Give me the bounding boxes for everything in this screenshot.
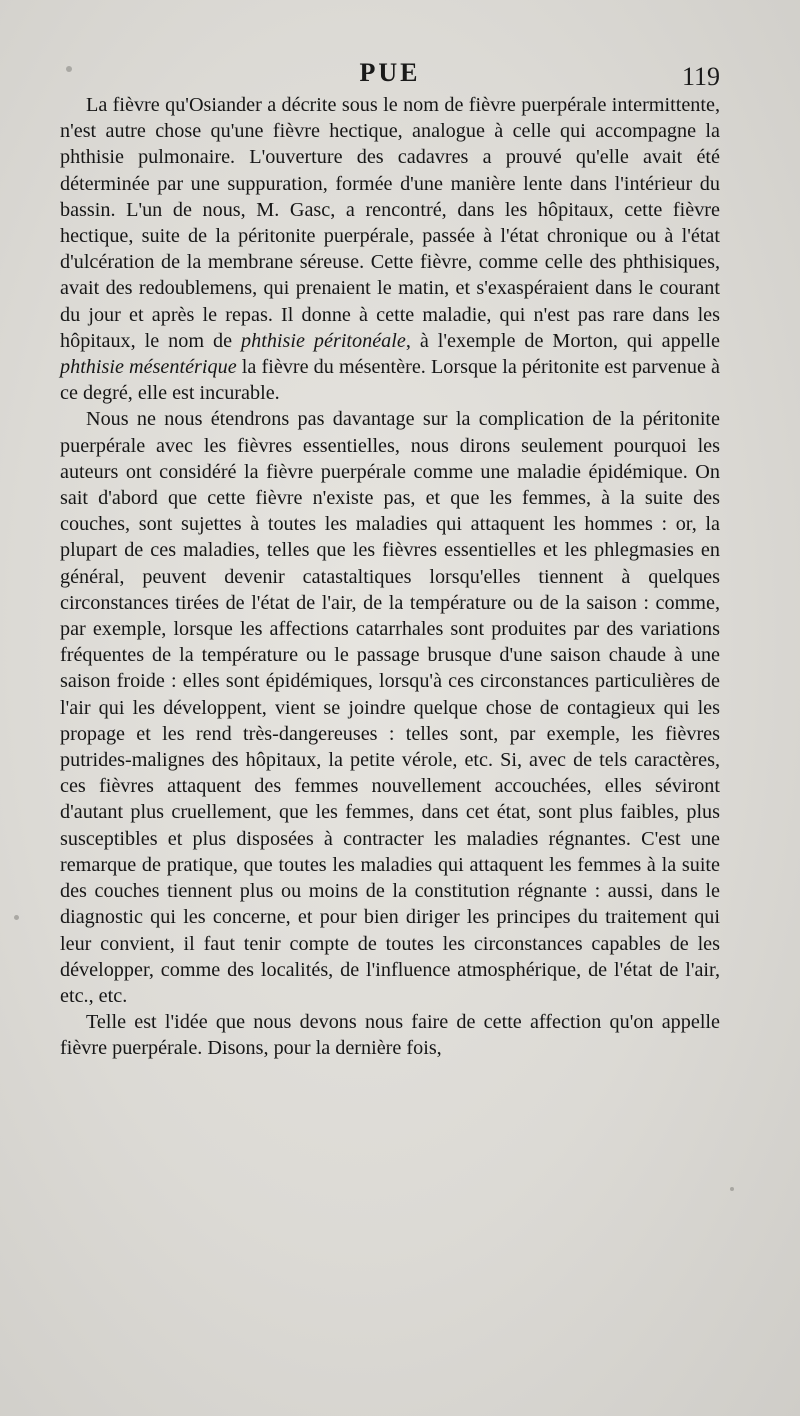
text-run: La fièvre qu'Osiander a décrite sous le nom de fièvre puerpérale intermittente, n'est autre chose qu'une fièvre hectique, analogue à celle qui accompagne la phthisie pulmonaire. L'ouverture des cadavres a prouvé qu'elle avait été déterminée par une suppuration, formée d'une manière lente dans l'intérieur du bassin. L'un de nous, M. Gasc, a rencontré, dans les hôpitaux, cette fièvre hectique, suite de la péritonite puerpérale, passée à l'état chronique ou à l'état d'ulcération de la membrane séreuse. Cette fièvre, comme celle des phthisiques, avait des redoublemens, qui prenaient le matin, et s'exaspéraient dans le courant du jour et après le repas. Il donne à cette maladie, qui n'est pas rare dans les hôpitaux, le nom de	[60, 94, 720, 352]
page-header	[60, 58, 720, 92]
running-title: PUE	[359, 58, 421, 87]
text-run: Nous ne nous étendrons pas davantage sur la complication de la péritonite puerpérale avec les fièvres essentielles, nous dirons seulement pourquoi les auteurs ont considéré la fièvre puerpérale comme une maladie épidémique. On sait d'abord que cette fièvre n'existe pas, et que les femmes, à la suite des couches, sont sujettes à toutes les maladies qui attaquent les hommes : or, la plupart de ces maladies, telles que les fièvres essentielles et les phlegmasies en général, peuvent devenir catastaltiques lorsqu'elles tiennent à quelques circonstances tirées de l'état de l'air, de la température ou de la saison : comme, par exemple, lorsque les affections catarrhales sont produites par des variations fréquentes de la température ou le passage brusque d'une saison chaude à une saison froide : elles sont épidémiques, lorsqu'à ces circonstances particulières de l'air qui les développent, vient se joindre quelque chose de contagieux qui les propage et les rend très-dangereuses : telles sont, par exemple, les fièvres putrides-malignes des hôpitaux, la petite vérole, etc. Si, avec de tels caractères, ces fièvres attaquent des femmes nouvellement accouchées, elles séviront d'autant plus cruellement, que les femmes, dans cet état, sont plus faibles, plus susceptibles et plus disposées à contracter les maladies régnantes. C'est une remarque de pratique, que toutes les maladies qui attaquent les femmes à la suite des couches tiennent plus ou moins de la constitution régnante : aussi, dans le diagnostic qui les concerne, et pour bien diriger les principes du traitement qui leur convient, il faut tenir compte de toutes les circonstances capables de les développer, comme des localités, de l'influence atmosphérique, de l'état de l'air, etc., etc.	[60, 408, 720, 1007]
italic-term: phthisie mésentérique	[60, 356, 237, 379]
print-speck	[730, 1187, 734, 1191]
print-speck	[14, 915, 19, 920]
page-number: 119	[681, 62, 720, 91]
text-run: la fièvre du mésentère. Lorsque la péritonite est parvenue à ce degré, elle est incurable.	[60, 356, 721, 405]
text-run: Telle est l'idée que nous devons nous faire de cette affection qu'on appelle fièvre puerpérale. Disons, pour la dernière fois,	[60, 1011, 720, 1060]
paragraph	[60, 1009, 720, 1061]
italic-term: phthisie péritonéale	[241, 329, 406, 352]
paragraph	[60, 92, 720, 406]
paragraph	[60, 406, 720, 1009]
text-run: , à l'exemple de Morton, qui appelle	[405, 329, 720, 352]
body-text	[60, 92, 720, 1062]
